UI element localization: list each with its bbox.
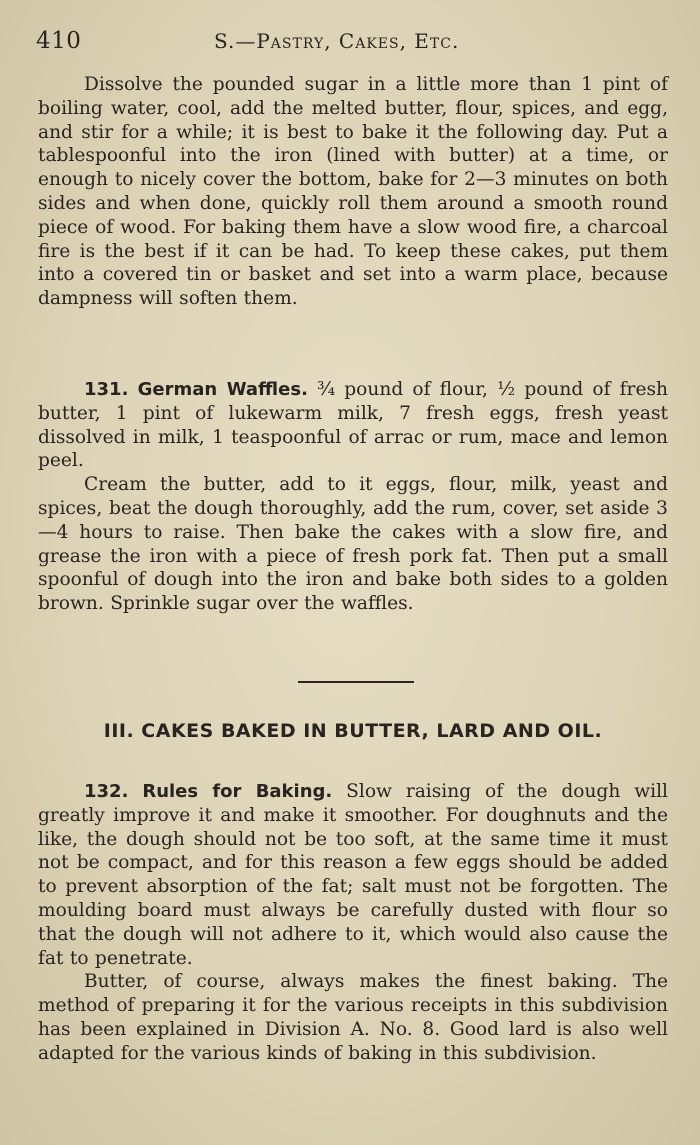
recipe-131-intro [38, 378, 668, 473]
recipe-131-ingredients: ¾ pound of flour, ½ pound of fresh butter, 1 pint of lukewarm milk, 7 fresh eggs, fresh yeast dissolved in milk, 1 teaspoonful of arrac or rum, mace and lemon peel. [38, 379, 668, 472]
recipe-131-method: Cream the butter, add to it eggs, flour, milk, yeast and spices, beat the dough thoroughly, add the rum, cover, set aside 3—4 hours to raise. Then bake the cakes with a slow fire, and grease the iron with a piece of fresh pork fat. Then put a small spoonful of dough into the iron and bake both sides to a golden brown. Sprinkle sugar over the waffles. [38, 474, 668, 615]
recipe-131 [38, 378, 668, 616]
continuation-paragraph: Dissolve the pounded sugar in a little more than 1 pint of boiling water, cool, add the melted butter, flour, spices, and egg, and stir for a while; it is best to bake it the following day. Put a tablespoonful into the iron (lined with butter) at a time, or enough to nicely cover the bottom, bake for 2—3 minutes on both sides and when done, quickly roll them around a smooth round piece of wood. For baking them have a slow wood fire, a charcoal fire is the best if it can be had. To keep these cakes, put them into a covered tin or basket and set into a warm place, because dampness will soften them. [38, 74, 668, 310]
recipe-132-intro [38, 780, 668, 970]
recipe-132 [38, 780, 668, 1066]
recipe-131-number: 131. [84, 379, 129, 400]
section-heading: III. CAKES BAKED IN BUTTER, LARD AND OIL. [103, 720, 603, 742]
recipe-132-title: Rules for Baking. [142, 781, 333, 802]
recipe-132-number: 132. [84, 781, 129, 802]
page-header [36, 28, 668, 62]
recipe-132-text: Slow raising of the dough will greatly improve it and make it smoother. For doughnuts and the like, the dough should not be too soft, at the same time it must not be compact, and for this reason a few eggs should be added to prevent absorption of the fat; salt must not be forgotten. The moulding board must always be carefully dusted with flour so that the dough will not adhere to it, which would also cause the fat to penetrate. [38, 781, 668, 969]
section-divider [298, 681, 414, 683]
page-number: 410 [36, 28, 82, 54]
continuation-block [38, 73, 668, 311]
recipe-131-title: German Waffles. [137, 379, 308, 400]
running-head: S.—Pastry, Cakes, Etc. [214, 29, 460, 53]
recipe-132-paragraph-2: Butter, of course, always makes the finest baking. The method of preparing it for the various receipts in this subdivision has been explained in Division A. No. 8. Good lard is also well adapted for the various kinds of baking in this subdivision. [38, 971, 668, 1064]
